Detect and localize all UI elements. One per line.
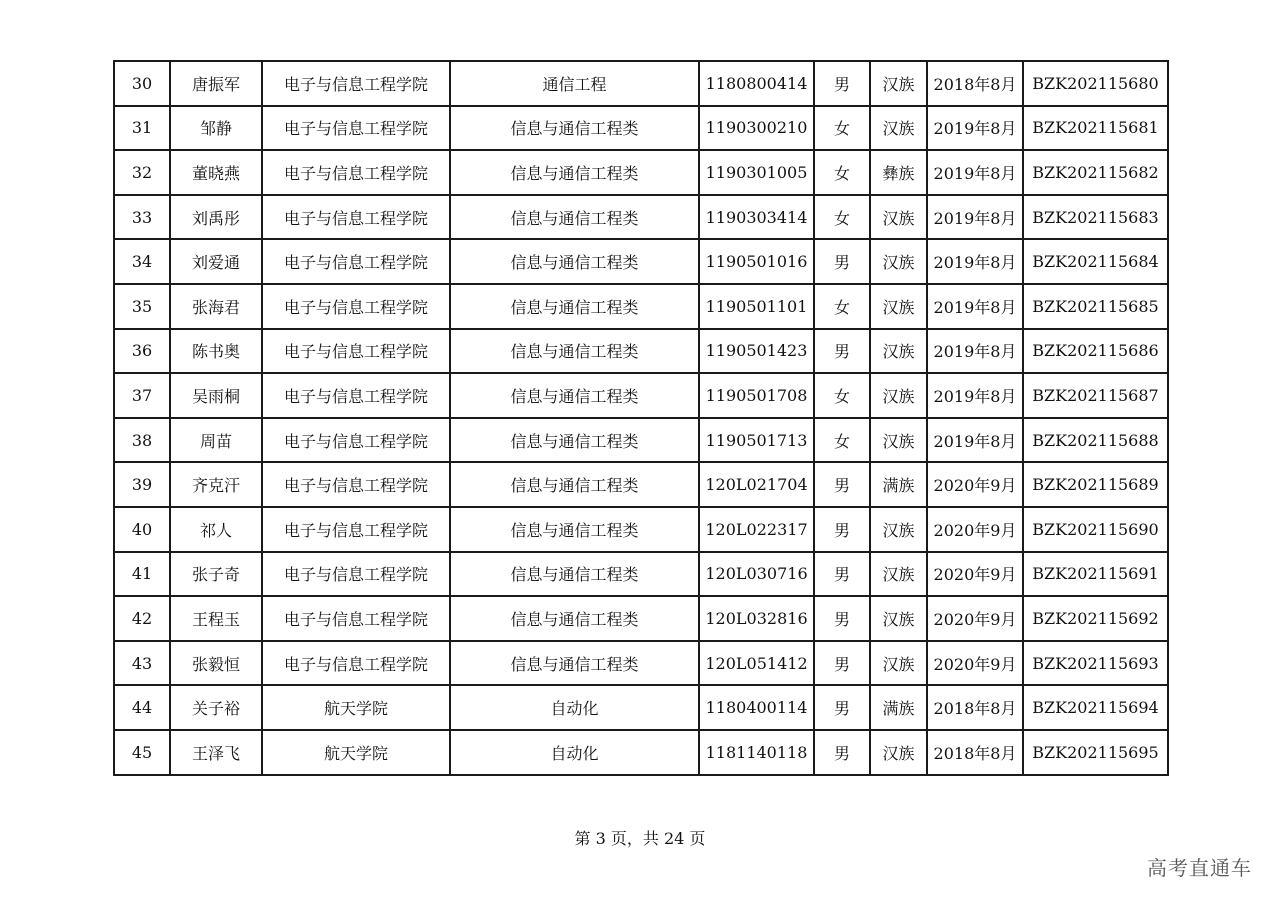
table-row bbox=[114, 329, 1168, 374]
cell-enroll-date: 2020年9月 bbox=[927, 462, 1023, 507]
cell-index: 36 bbox=[114, 329, 170, 374]
cell-ethnicity: 满族 bbox=[870, 462, 927, 507]
table-row bbox=[114, 685, 1168, 730]
cell-name: 关子裕 bbox=[170, 685, 262, 730]
cell-index: 44 bbox=[114, 685, 170, 730]
cell-cert-number: BZK202115684 bbox=[1023, 239, 1168, 284]
cell-gender: 男 bbox=[814, 61, 870, 106]
cell-major: 通信工程 bbox=[450, 61, 699, 106]
cell-cert-number: BZK202115689 bbox=[1023, 462, 1168, 507]
cell-gender: 女 bbox=[814, 106, 870, 151]
cell-name: 齐克汗 bbox=[170, 462, 262, 507]
cell-index: 31 bbox=[114, 106, 170, 151]
table-row bbox=[114, 552, 1168, 597]
table-row bbox=[114, 195, 1168, 240]
cell-ethnicity: 满族 bbox=[870, 685, 927, 730]
cell-name: 董晓燕 bbox=[170, 150, 262, 195]
cell-index: 42 bbox=[114, 596, 170, 641]
cell-student-id: 1190303414 bbox=[699, 195, 814, 240]
cell-major: 信息与通信工程类 bbox=[450, 106, 699, 151]
student-table bbox=[113, 60, 1169, 776]
cell-ethnicity: 汉族 bbox=[870, 596, 927, 641]
watermark-logo-text: 高考直通车 bbox=[1147, 856, 1252, 880]
cell-name: 吴雨桐 bbox=[170, 373, 262, 418]
cell-cert-number: BZK202115686 bbox=[1023, 329, 1168, 374]
cell-ethnicity: 汉族 bbox=[870, 641, 927, 686]
table-row bbox=[114, 284, 1168, 329]
cell-enroll-date: 2019年8月 bbox=[927, 195, 1023, 240]
cell-cert-number: BZK202115694 bbox=[1023, 685, 1168, 730]
cell-enroll-date: 2019年8月 bbox=[927, 239, 1023, 284]
cell-student-id: 1190501713 bbox=[699, 418, 814, 463]
cell-cert-number: BZK202115685 bbox=[1023, 284, 1168, 329]
table-row bbox=[114, 596, 1168, 641]
cell-college: 电子与信息工程学院 bbox=[262, 373, 450, 418]
cell-college: 电子与信息工程学院 bbox=[262, 641, 450, 686]
cell-major: 信息与通信工程类 bbox=[450, 195, 699, 240]
cell-student-id: 120L051412 bbox=[699, 641, 814, 686]
cell-enroll-date: 2020年9月 bbox=[927, 552, 1023, 597]
cell-cert-number: BZK202115690 bbox=[1023, 507, 1168, 552]
cell-name: 周苗 bbox=[170, 418, 262, 463]
table-row bbox=[114, 61, 1168, 106]
cell-enroll-date: 2019年8月 bbox=[927, 106, 1023, 151]
cell-student-id: 120L030716 bbox=[699, 552, 814, 597]
cell-major: 信息与通信工程类 bbox=[450, 507, 699, 552]
cell-index: 37 bbox=[114, 373, 170, 418]
cell-cert-number: BZK202115682 bbox=[1023, 150, 1168, 195]
cell-gender: 女 bbox=[814, 195, 870, 240]
cell-student-id: 1190300210 bbox=[699, 106, 814, 151]
cell-major: 信息与通信工程类 bbox=[450, 150, 699, 195]
cell-enroll-date: 2020年9月 bbox=[927, 507, 1023, 552]
cell-major: 信息与通信工程类 bbox=[450, 239, 699, 284]
cell-ethnicity: 汉族 bbox=[870, 507, 927, 552]
cell-enroll-date: 2020年9月 bbox=[927, 641, 1023, 686]
cell-index: 40 bbox=[114, 507, 170, 552]
cell-enroll-date: 2019年8月 bbox=[927, 418, 1023, 463]
cell-major: 信息与通信工程类 bbox=[450, 284, 699, 329]
cell-gender: 男 bbox=[814, 730, 870, 775]
cell-student-id: 1190501708 bbox=[699, 373, 814, 418]
table-row bbox=[114, 239, 1168, 284]
cell-gender: 男 bbox=[814, 239, 870, 284]
cell-student-id: 1190301005 bbox=[699, 150, 814, 195]
cell-enroll-date: 2018年8月 bbox=[927, 730, 1023, 775]
cell-gender: 男 bbox=[814, 596, 870, 641]
cell-gender: 男 bbox=[814, 685, 870, 730]
cell-name: 刘禹彤 bbox=[170, 195, 262, 240]
cell-college: 电子与信息工程学院 bbox=[262, 195, 450, 240]
cell-index: 30 bbox=[114, 61, 170, 106]
table-row bbox=[114, 641, 1168, 686]
cell-college: 电子与信息工程学院 bbox=[262, 552, 450, 597]
cell-student-id: 1181140118 bbox=[699, 730, 814, 775]
cell-college: 航天学院 bbox=[262, 730, 450, 775]
cell-name: 陈书奥 bbox=[170, 329, 262, 374]
cell-student-id: 1190501101 bbox=[699, 284, 814, 329]
cell-enroll-date: 2018年8月 bbox=[927, 61, 1023, 106]
cell-college: 电子与信息工程学院 bbox=[262, 61, 450, 106]
cell-cert-number: BZK202115680 bbox=[1023, 61, 1168, 106]
table-row bbox=[114, 418, 1168, 463]
cell-college: 电子与信息工程学院 bbox=[262, 507, 450, 552]
cell-gender: 女 bbox=[814, 284, 870, 329]
cell-name: 祁人 bbox=[170, 507, 262, 552]
cell-name: 王泽飞 bbox=[170, 730, 262, 775]
cell-major: 自动化 bbox=[450, 730, 699, 775]
table-row bbox=[114, 462, 1168, 507]
cell-index: 38 bbox=[114, 418, 170, 463]
cell-name: 张毅恒 bbox=[170, 641, 262, 686]
cell-ethnicity: 汉族 bbox=[870, 730, 927, 775]
cell-ethnicity: 汉族 bbox=[870, 239, 927, 284]
cell-cert-number: BZK202115693 bbox=[1023, 641, 1168, 686]
cell-index: 45 bbox=[114, 730, 170, 775]
cell-college: 电子与信息工程学院 bbox=[262, 150, 450, 195]
cell-enroll-date: 2019年8月 bbox=[927, 284, 1023, 329]
cell-ethnicity: 汉族 bbox=[870, 106, 927, 151]
table-row bbox=[114, 373, 1168, 418]
cell-ethnicity: 彝族 bbox=[870, 150, 927, 195]
cell-gender: 女 bbox=[814, 373, 870, 418]
cell-enroll-date: 2018年8月 bbox=[927, 685, 1023, 730]
cell-major: 信息与通信工程类 bbox=[450, 641, 699, 686]
cell-college: 电子与信息工程学院 bbox=[262, 596, 450, 641]
cell-cert-number: BZK202115688 bbox=[1023, 418, 1168, 463]
cell-gender: 男 bbox=[814, 641, 870, 686]
cell-gender: 男 bbox=[814, 507, 870, 552]
cell-student-id: 1190501016 bbox=[699, 239, 814, 284]
cell-college: 电子与信息工程学院 bbox=[262, 239, 450, 284]
cell-ethnicity: 汉族 bbox=[870, 329, 927, 374]
cell-major: 信息与通信工程类 bbox=[450, 418, 699, 463]
table-row bbox=[114, 730, 1168, 775]
cell-index: 33 bbox=[114, 195, 170, 240]
cell-college: 电子与信息工程学院 bbox=[262, 418, 450, 463]
page-number: 第 3 页，共 24 页 bbox=[574, 829, 706, 848]
table-row bbox=[114, 106, 1168, 151]
cell-ethnicity: 汉族 bbox=[870, 418, 927, 463]
cell-name: 王程玉 bbox=[170, 596, 262, 641]
cell-college: 电子与信息工程学院 bbox=[262, 284, 450, 329]
cell-student-id: 1180400114 bbox=[699, 685, 814, 730]
cell-gender: 男 bbox=[814, 552, 870, 597]
cell-index: 39 bbox=[114, 462, 170, 507]
cell-index: 35 bbox=[114, 284, 170, 329]
cell-name: 张子奇 bbox=[170, 552, 262, 597]
cell-ethnicity: 汉族 bbox=[870, 61, 927, 106]
cell-index: 43 bbox=[114, 641, 170, 686]
cell-cert-number: BZK202115683 bbox=[1023, 195, 1168, 240]
cell-ethnicity: 汉族 bbox=[870, 284, 927, 329]
table-body bbox=[114, 61, 1168, 775]
cell-index: 32 bbox=[114, 150, 170, 195]
cell-ethnicity: 汉族 bbox=[870, 552, 927, 597]
cell-cert-number: BZK202115681 bbox=[1023, 106, 1168, 151]
cell-index: 41 bbox=[114, 552, 170, 597]
cell-major: 信息与通信工程类 bbox=[450, 373, 699, 418]
cell-gender: 男 bbox=[814, 462, 870, 507]
cell-cert-number: BZK202115695 bbox=[1023, 730, 1168, 775]
cell-student-id: 120L022317 bbox=[699, 507, 814, 552]
cell-gender: 女 bbox=[814, 150, 870, 195]
cell-student-id: 120L032816 bbox=[699, 596, 814, 641]
cell-name: 唐振军 bbox=[170, 61, 262, 106]
cell-ethnicity: 汉族 bbox=[870, 373, 927, 418]
cell-name: 张海君 bbox=[170, 284, 262, 329]
cell-cert-number: BZK202115692 bbox=[1023, 596, 1168, 641]
cell-enroll-date: 2019年8月 bbox=[927, 373, 1023, 418]
cell-major: 自动化 bbox=[450, 685, 699, 730]
cell-student-id: 1180800414 bbox=[699, 61, 814, 106]
cell-enroll-date: 2019年8月 bbox=[927, 329, 1023, 374]
cell-cert-number: BZK202115691 bbox=[1023, 552, 1168, 597]
table-row bbox=[114, 150, 1168, 195]
cell-enroll-date: 2020年9月 bbox=[927, 596, 1023, 641]
cell-name: 刘爱通 bbox=[170, 239, 262, 284]
cell-cert-number: BZK202115687 bbox=[1023, 373, 1168, 418]
cell-index: 34 bbox=[114, 239, 170, 284]
cell-major: 信息与通信工程类 bbox=[450, 462, 699, 507]
cell-ethnicity: 汉族 bbox=[870, 195, 927, 240]
cell-gender: 男 bbox=[814, 329, 870, 374]
cell-major: 信息与通信工程类 bbox=[450, 552, 699, 597]
cell-major: 信息与通信工程类 bbox=[450, 329, 699, 374]
cell-student-id: 1190501423 bbox=[699, 329, 814, 374]
cell-college: 电子与信息工程学院 bbox=[262, 106, 450, 151]
cell-student-id: 120L021704 bbox=[699, 462, 814, 507]
cell-college: 航天学院 bbox=[262, 685, 450, 730]
cell-gender: 女 bbox=[814, 418, 870, 463]
cell-college: 电子与信息工程学院 bbox=[262, 462, 450, 507]
cell-enroll-date: 2019年8月 bbox=[927, 150, 1023, 195]
cell-name: 邹静 bbox=[170, 106, 262, 151]
cell-major: 信息与通信工程类 bbox=[450, 596, 699, 641]
table-row bbox=[114, 507, 1168, 552]
cell-college: 电子与信息工程学院 bbox=[262, 329, 450, 374]
